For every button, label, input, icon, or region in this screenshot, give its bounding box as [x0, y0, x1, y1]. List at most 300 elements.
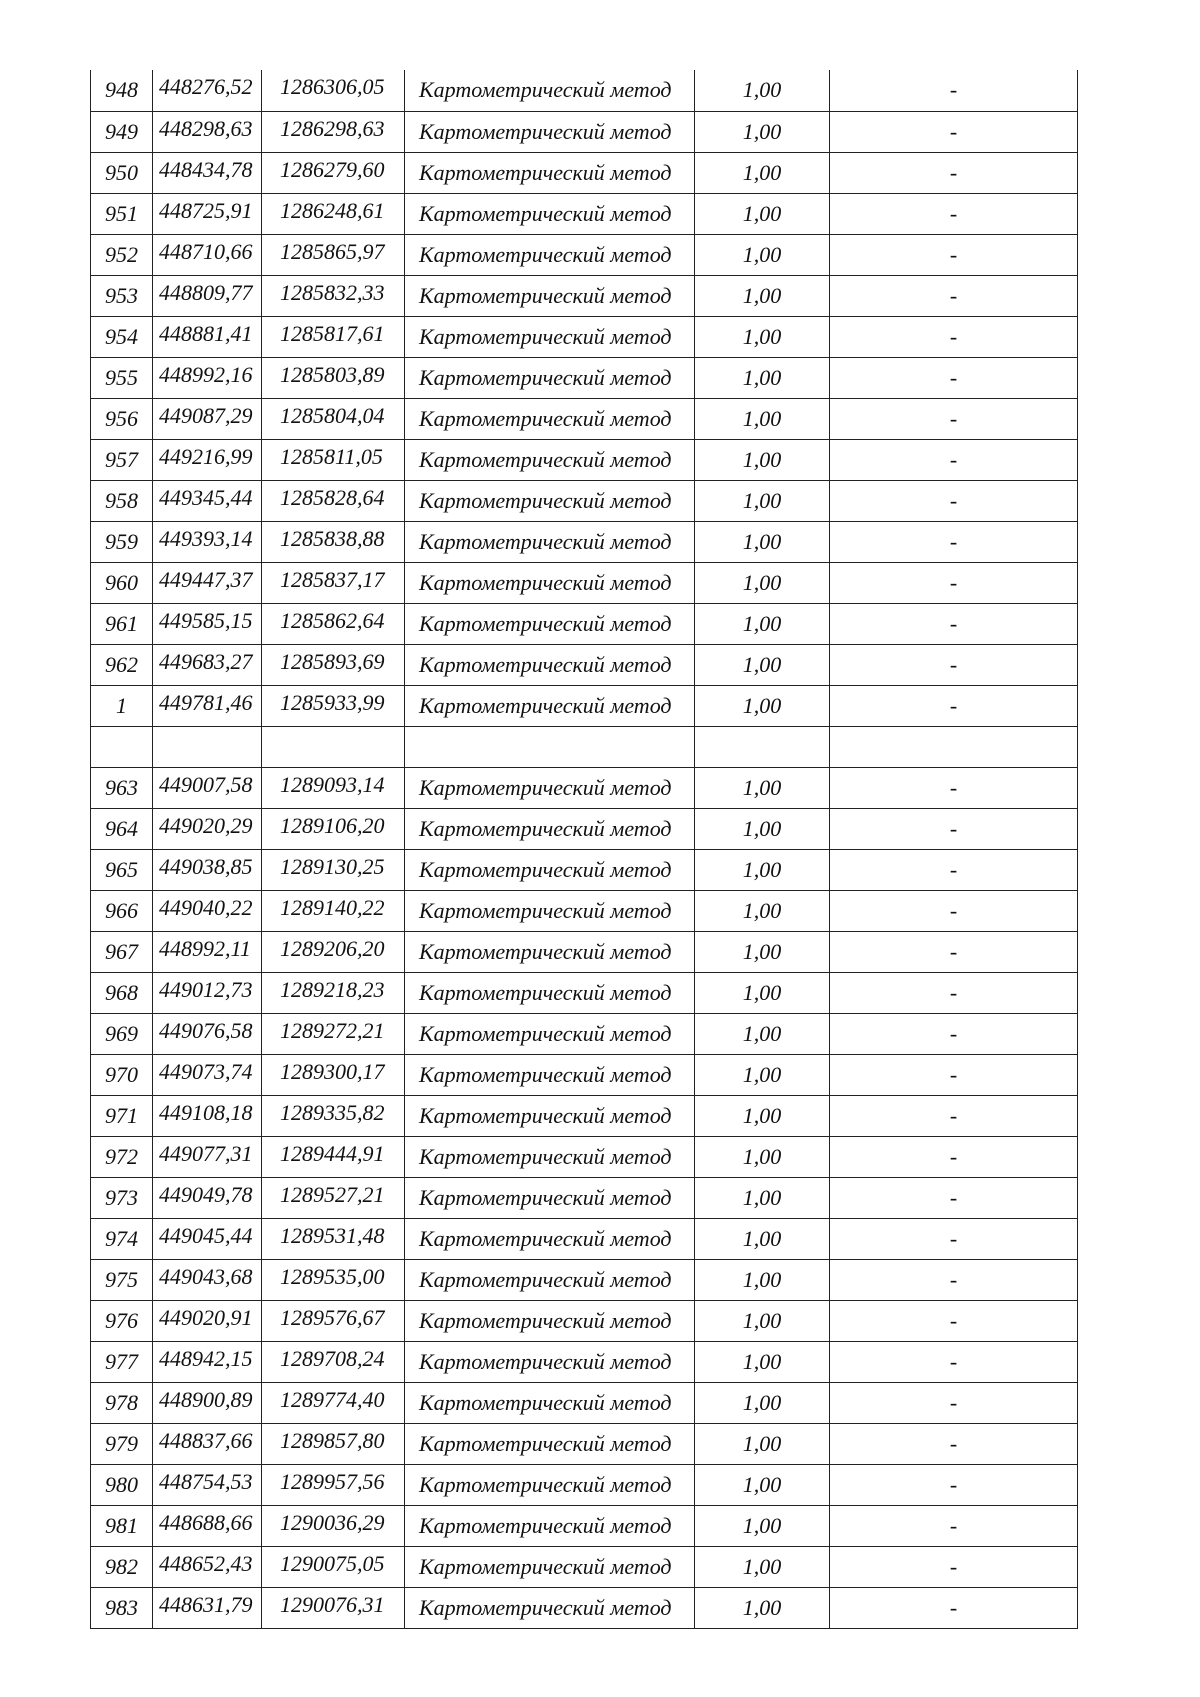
point-number-cell — [91, 890, 153, 931]
description-cell — [830, 890, 1078, 931]
description-text: - — [949, 1348, 958, 1374]
x-coordinate-text: 449073,74 — [159, 1058, 253, 1084]
accuracy-cell — [695, 111, 830, 152]
x-coordinate-text: 448725,91 — [159, 197, 253, 223]
x-coordinate-text: 448710,66 — [159, 238, 253, 264]
description-text: - — [949, 405, 958, 431]
method-text: Картометрический метод — [419, 487, 672, 513]
method-text: Картометрический метод — [419, 77, 672, 103]
accuracy-cell — [695, 644, 830, 685]
y-coordinate-text: 1285817,61 — [280, 320, 385, 346]
point-number-cell — [91, 931, 153, 972]
y-coordinate-cell — [262, 1464, 405, 1505]
x-coordinate-cell — [153, 1382, 262, 1423]
point-number-cell — [91, 1464, 153, 1505]
description-text: - — [949, 1512, 958, 1538]
y-coordinate-text: 1286306,05 — [280, 74, 385, 100]
accuracy-text: 1,00 — [742, 897, 782, 923]
y-coordinate-text: 1285828,64 — [280, 484, 385, 510]
accuracy-text: 1,00 — [742, 77, 782, 103]
coordinates-table-body — [91, 70, 1078, 1628]
point-number-cell — [91, 275, 153, 316]
accuracy-text: 1,00 — [742, 1266, 782, 1292]
method-cell — [405, 644, 695, 685]
x-coordinate-cell — [153, 1136, 262, 1177]
x-coordinate-cell — [153, 1095, 262, 1136]
method-text: Картометрический метод — [419, 938, 672, 964]
method-cell — [405, 931, 695, 972]
x-coordinate-text: 448276,52 — [159, 74, 253, 100]
y-coordinate-cell — [262, 70, 405, 111]
point-number-cell — [91, 480, 153, 521]
table-row — [91, 972, 1078, 1013]
table-row — [91, 726, 1078, 767]
point-number-cell — [91, 152, 153, 193]
x-coordinate-text: 449447,37 — [159, 566, 253, 592]
description-cell — [830, 1054, 1078, 1095]
x-coordinate-text: 449108,18 — [159, 1099, 253, 1125]
method-text: Картометрический метод — [419, 200, 672, 226]
y-coordinate-cell — [262, 972, 405, 1013]
method-cell — [405, 1259, 695, 1300]
point-number-cell — [91, 234, 153, 275]
point-number-cell — [91, 1218, 153, 1259]
y-coordinate-cell — [262, 726, 405, 767]
description-text: - — [949, 897, 958, 923]
y-coordinate-text: 1289140,22 — [280, 894, 385, 920]
description-text: - — [949, 487, 958, 513]
table-row — [91, 193, 1078, 234]
x-coordinate-text: 449087,29 — [159, 402, 253, 428]
point-number-text: 963 — [105, 774, 138, 800]
x-coordinate-cell — [153, 972, 262, 1013]
table-row — [91, 562, 1078, 603]
method-text: Картометрический метод — [419, 1225, 672, 1251]
y-coordinate-cell — [262, 1300, 405, 1341]
point-number-cell — [91, 111, 153, 152]
y-coordinate-cell — [262, 562, 405, 603]
x-coordinate-text: 448942,15 — [159, 1345, 253, 1371]
accuracy-cell — [695, 316, 830, 357]
y-coordinate-cell — [262, 1054, 405, 1095]
method-cell — [405, 193, 695, 234]
table-row — [91, 152, 1078, 193]
point-number-text: 965 — [105, 856, 138, 882]
x-coordinate-cell — [153, 562, 262, 603]
y-coordinate-cell — [262, 1259, 405, 1300]
point-number-text: 983 — [105, 1594, 138, 1620]
description-text: - — [949, 774, 958, 800]
description-text: - — [949, 979, 958, 1005]
point-number-cell — [91, 193, 153, 234]
description-cell — [830, 70, 1078, 111]
description-text: - — [949, 282, 958, 308]
y-coordinate-cell — [262, 1218, 405, 1259]
description-cell — [830, 603, 1078, 644]
method-cell — [405, 275, 695, 316]
method-cell — [405, 70, 695, 111]
y-coordinate-text: 1285832,33 — [280, 279, 385, 305]
point-number-text: 958 — [105, 487, 138, 513]
accuracy-text: 1,00 — [742, 1430, 782, 1456]
table-row — [91, 111, 1078, 152]
x-coordinate-cell — [153, 398, 262, 439]
point-number-text: 952 — [105, 241, 138, 267]
accuracy-text: 1,00 — [742, 1348, 782, 1374]
table-row — [91, 521, 1078, 562]
accuracy-cell — [695, 1095, 830, 1136]
x-coordinate-text: 449045,44 — [159, 1222, 253, 1248]
point-number-text: 953 — [105, 282, 138, 308]
point-number-text: 964 — [105, 815, 138, 841]
method-cell — [405, 849, 695, 890]
accuracy-text: 1,00 — [742, 118, 782, 144]
y-coordinate-cell — [262, 152, 405, 193]
point-number-cell — [91, 1341, 153, 1382]
coordinates-table — [90, 70, 1078, 1629]
y-coordinate-text: 1289335,82 — [280, 1099, 385, 1125]
description-cell — [830, 1587, 1078, 1628]
x-coordinate-cell — [153, 1054, 262, 1095]
y-coordinate-cell — [262, 808, 405, 849]
method-text: Картометрический метод — [419, 323, 672, 349]
y-coordinate-cell — [262, 1013, 405, 1054]
method-cell — [405, 1300, 695, 1341]
y-coordinate-cell — [262, 234, 405, 275]
accuracy-text: 1,00 — [742, 1020, 782, 1046]
x-coordinate-cell — [153, 1218, 262, 1259]
point-number-cell — [91, 849, 153, 890]
y-coordinate-text: 1289300,17 — [280, 1058, 385, 1084]
accuracy-cell — [695, 808, 830, 849]
accuracy-text: 1,00 — [742, 1307, 782, 1333]
accuracy-text: 1,00 — [742, 1061, 782, 1087]
y-coordinate-cell — [262, 521, 405, 562]
accuracy-cell — [695, 685, 830, 726]
point-number-cell — [91, 1382, 153, 1423]
point-number-cell — [91, 1177, 153, 1218]
table-row — [91, 1218, 1078, 1259]
point-number-text: 971 — [105, 1102, 138, 1128]
description-text: - — [949, 1061, 958, 1087]
method-text: Картометрический метод — [419, 528, 672, 554]
table-row — [91, 1587, 1078, 1628]
point-number-cell — [91, 1505, 153, 1546]
y-coordinate-cell — [262, 931, 405, 972]
method-cell — [405, 398, 695, 439]
method-text: Картометрический метод — [419, 651, 672, 677]
accuracy-cell — [695, 1464, 830, 1505]
description-text: - — [949, 1389, 958, 1415]
description-text: - — [949, 569, 958, 595]
point-number-cell — [91, 972, 153, 1013]
method-text: Картометрический метод — [419, 405, 672, 431]
x-coordinate-cell — [153, 357, 262, 398]
accuracy-text: 1,00 — [742, 1389, 782, 1415]
accuracy-text: 1,00 — [742, 364, 782, 390]
description-text: - — [949, 815, 958, 841]
table-row — [91, 234, 1078, 275]
description-text: - — [949, 1184, 958, 1210]
method-text: Картометрический метод — [419, 856, 672, 882]
y-coordinate-text: 1285804,04 — [280, 402, 385, 428]
x-coordinate-cell — [153, 1587, 262, 1628]
description-text: - — [949, 241, 958, 267]
description-text: - — [949, 118, 958, 144]
method-text: Картометрический метод — [419, 1020, 672, 1046]
accuracy-text: 1,00 — [742, 1471, 782, 1497]
accuracy-text: 1,00 — [742, 1512, 782, 1538]
accuracy-text: 1,00 — [742, 651, 782, 677]
accuracy-cell — [695, 1546, 830, 1587]
method-text: Картометрический метод — [419, 1061, 672, 1087]
x-coordinate-text: 448837,66 — [159, 1427, 253, 1453]
point-number-cell — [91, 316, 153, 357]
description-cell — [830, 726, 1078, 767]
method-text: Картометрический метод — [419, 1553, 672, 1579]
point-number-cell — [91, 398, 153, 439]
x-coordinate-cell — [153, 111, 262, 152]
method-cell — [405, 1587, 695, 1628]
method-text: Картометрический метод — [419, 692, 672, 718]
x-coordinate-text: 449049,78 — [159, 1181, 253, 1207]
point-number-text: 974 — [105, 1225, 138, 1251]
table-row — [91, 1505, 1078, 1546]
y-coordinate-cell — [262, 357, 405, 398]
y-coordinate-text: 1289272,21 — [280, 1017, 385, 1043]
description-cell — [830, 1464, 1078, 1505]
method-text: Картометрический метод — [419, 610, 672, 636]
description-text: - — [949, 364, 958, 390]
description-cell — [830, 849, 1078, 890]
point-number-text: 1 — [116, 692, 127, 718]
accuracy-text: 1,00 — [742, 487, 782, 513]
method-text: Картометрический метод — [419, 897, 672, 923]
y-coordinate-text: 1289218,23 — [280, 976, 385, 1002]
accuracy-cell — [695, 1423, 830, 1464]
x-coordinate-text: 448992,11 — [159, 935, 251, 961]
y-coordinate-text: 1285865,97 — [280, 238, 385, 264]
table-row — [91, 275, 1078, 316]
description-cell — [830, 767, 1078, 808]
x-coordinate-text: 449007,58 — [159, 771, 253, 797]
point-number-cell — [91, 1054, 153, 1095]
accuracy-cell — [695, 521, 830, 562]
point-number-text: 951 — [105, 200, 138, 226]
point-number-text: 959 — [105, 528, 138, 554]
y-coordinate-text: 1289527,21 — [280, 1181, 385, 1207]
table-row — [91, 1382, 1078, 1423]
x-coordinate-text: 449076,58 — [159, 1017, 253, 1043]
y-coordinate-cell — [262, 1546, 405, 1587]
accuracy-cell — [695, 1300, 830, 1341]
point-number-text: 956 — [105, 405, 138, 431]
point-number-text: 978 — [105, 1389, 138, 1415]
description-text: - — [949, 692, 958, 718]
accuracy-text: 1,00 — [742, 938, 782, 964]
point-number-text: 972 — [105, 1143, 138, 1169]
x-coordinate-cell — [153, 275, 262, 316]
description-cell — [830, 193, 1078, 234]
x-coordinate-cell — [153, 1423, 262, 1464]
x-coordinate-cell — [153, 767, 262, 808]
accuracy-cell — [695, 193, 830, 234]
point-number-text: 973 — [105, 1184, 138, 1210]
method-cell — [405, 439, 695, 480]
method-cell — [405, 521, 695, 562]
table-row — [91, 480, 1078, 521]
table-row — [91, 1054, 1078, 1095]
x-coordinate-text: 448631,79 — [159, 1591, 253, 1617]
method-cell — [405, 972, 695, 1013]
accuracy-cell — [695, 890, 830, 931]
description-cell — [830, 480, 1078, 521]
x-coordinate-text: 448298,63 — [159, 115, 253, 141]
accuracy-text: 1,00 — [742, 815, 782, 841]
x-coordinate-text: 449585,15 — [159, 607, 253, 633]
accuracy-cell — [695, 357, 830, 398]
x-coordinate-cell — [153, 70, 262, 111]
y-coordinate-text: 1286298,63 — [280, 115, 385, 141]
x-coordinate-text: 449077,31 — [159, 1140, 253, 1166]
table-row — [91, 398, 1078, 439]
description-text: - — [949, 1225, 958, 1251]
y-coordinate-text: 1285893,69 — [280, 648, 385, 674]
accuracy-text: 1,00 — [742, 692, 782, 718]
y-coordinate-text: 1289774,40 — [280, 1386, 385, 1412]
description-cell — [830, 972, 1078, 1013]
y-coordinate-text: 1285933,99 — [280, 689, 385, 715]
point-number-cell — [91, 357, 153, 398]
point-number-cell — [91, 603, 153, 644]
y-coordinate-cell — [262, 644, 405, 685]
method-text: Картометрический метод — [419, 1143, 672, 1169]
accuracy-cell — [695, 972, 830, 1013]
accuracy-text: 1,00 — [742, 610, 782, 636]
method-text: Картометрический метод — [419, 1102, 672, 1128]
description-cell — [830, 931, 1078, 972]
table-row — [91, 1464, 1078, 1505]
description-cell — [830, 1546, 1078, 1587]
method-cell — [405, 1464, 695, 1505]
point-number-cell — [91, 1587, 153, 1628]
description-text: - — [949, 856, 958, 882]
accuracy-cell — [695, 849, 830, 890]
table-row — [91, 808, 1078, 849]
description-cell — [830, 357, 1078, 398]
method-cell — [405, 1136, 695, 1177]
point-number-text: 961 — [105, 610, 138, 636]
y-coordinate-text: 1289531,48 — [280, 1222, 385, 1248]
y-coordinate-cell — [262, 316, 405, 357]
method-cell — [405, 480, 695, 521]
table-row — [91, 849, 1078, 890]
x-coordinate-cell — [153, 439, 262, 480]
description-cell — [830, 111, 1078, 152]
description-text: - — [949, 1020, 958, 1046]
method-cell — [405, 1218, 695, 1259]
method-cell — [405, 1546, 695, 1587]
method-cell — [405, 685, 695, 726]
point-number-text: 968 — [105, 979, 138, 1005]
x-coordinate-cell — [153, 152, 262, 193]
y-coordinate-text: 1290076,31 — [280, 1591, 385, 1617]
point-number-text: 976 — [105, 1307, 138, 1333]
y-coordinate-text: 1285838,88 — [280, 525, 385, 551]
accuracy-cell — [695, 1587, 830, 1628]
y-coordinate-text: 1289708,24 — [280, 1345, 385, 1371]
accuracy-cell — [695, 1136, 830, 1177]
method-text: Картометрический метод — [419, 1266, 672, 1292]
accuracy-cell — [695, 603, 830, 644]
description-cell — [830, 1382, 1078, 1423]
method-cell — [405, 1505, 695, 1546]
method-cell — [405, 562, 695, 603]
description-text: - — [949, 528, 958, 554]
y-coordinate-cell — [262, 111, 405, 152]
y-coordinate-cell — [262, 1095, 405, 1136]
description-cell — [830, 1013, 1078, 1054]
description-cell — [830, 439, 1078, 480]
point-number-cell — [91, 439, 153, 480]
point-number-text: 981 — [105, 1512, 138, 1538]
description-cell — [830, 152, 1078, 193]
accuracy-cell — [695, 1259, 830, 1300]
point-number-text: 980 — [105, 1471, 138, 1497]
table-row — [91, 1546, 1078, 1587]
point-number-cell — [91, 1546, 153, 1587]
point-number-cell — [91, 521, 153, 562]
accuracy-cell — [695, 1382, 830, 1423]
method-cell — [405, 1095, 695, 1136]
accuracy-cell — [695, 275, 830, 316]
accuracy-cell — [695, 398, 830, 439]
description-cell — [830, 1300, 1078, 1341]
description-cell — [830, 1259, 1078, 1300]
table-row — [91, 890, 1078, 931]
point-number-text: 979 — [105, 1430, 138, 1456]
y-coordinate-cell — [262, 1341, 405, 1382]
y-coordinate-text: 1289957,56 — [280, 1468, 385, 1494]
x-coordinate-cell — [153, 890, 262, 931]
x-coordinate-text: 448809,77 — [159, 279, 253, 305]
point-number-cell — [91, 1300, 153, 1341]
accuracy-cell — [695, 439, 830, 480]
description-cell — [830, 562, 1078, 603]
point-number-cell — [91, 685, 153, 726]
accuracy-cell — [695, 1218, 830, 1259]
method-cell — [405, 603, 695, 644]
description-text: - — [949, 1266, 958, 1292]
method-cell — [405, 890, 695, 931]
method-cell — [405, 152, 695, 193]
description-text: - — [949, 159, 958, 185]
method-cell — [405, 808, 695, 849]
point-number-cell — [91, 726, 153, 767]
x-coordinate-text: 448434,78 — [159, 156, 253, 182]
description-text: - — [949, 1307, 958, 1333]
accuracy-text: 1,00 — [742, 282, 782, 308]
description-cell — [830, 1423, 1078, 1464]
y-coordinate-cell — [262, 685, 405, 726]
method-text: Картометрический метод — [419, 1594, 672, 1620]
y-coordinate-text: 1290075,05 — [280, 1550, 385, 1576]
accuracy-cell — [695, 480, 830, 521]
y-coordinate-cell — [262, 890, 405, 931]
method-text: Картометрический метод — [419, 815, 672, 841]
accuracy-cell — [695, 234, 830, 275]
accuracy-cell — [695, 726, 830, 767]
